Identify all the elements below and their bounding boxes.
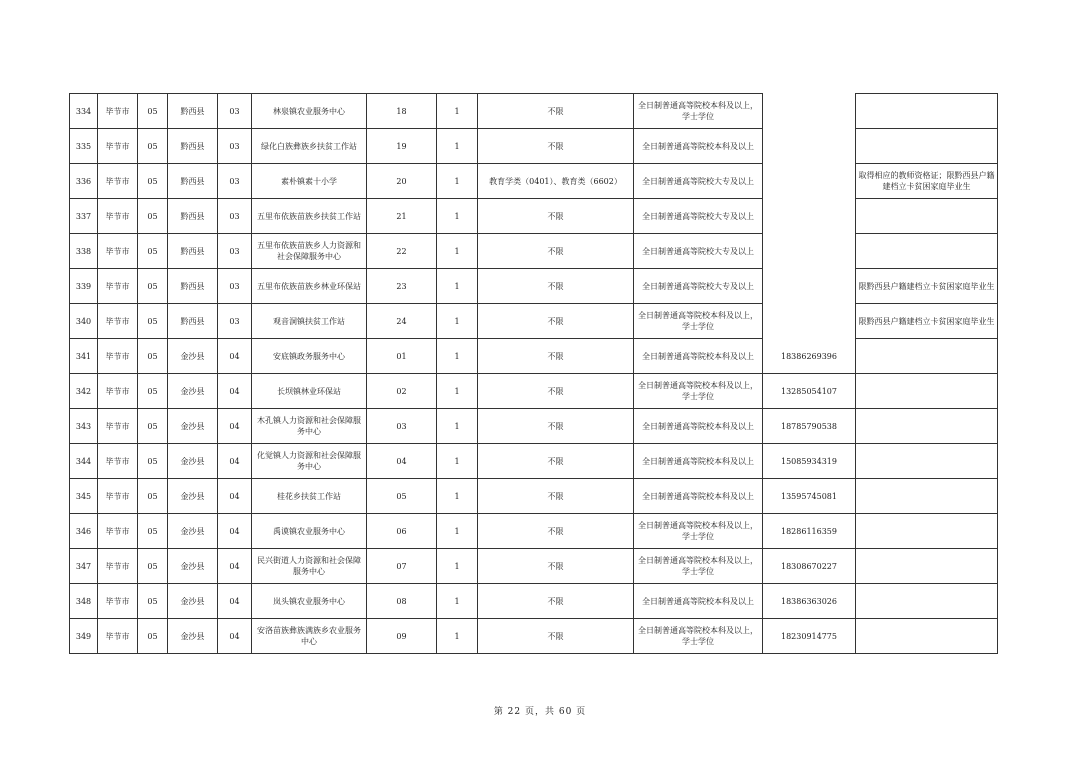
cell-no: 338 bbox=[70, 234, 98, 269]
cell-education: 全日制普通高等院校本科及以上 bbox=[634, 584, 763, 619]
cell-education: 全日制普通高等院校本科及以上，学士学位 bbox=[634, 514, 763, 549]
cell-county: 金沙县 bbox=[168, 549, 218, 584]
cell-city-code: 05 bbox=[138, 94, 168, 129]
cell-city-code: 05 bbox=[138, 269, 168, 304]
cell-city: 毕节市 bbox=[98, 94, 138, 129]
cell-count: 1 bbox=[437, 129, 478, 164]
table-row bbox=[70, 164, 998, 199]
cell-city-code: 05 bbox=[138, 444, 168, 479]
cell-county: 黔西县 bbox=[168, 94, 218, 129]
cell-county-code: 04 bbox=[218, 514, 252, 549]
cell-city: 毕节市 bbox=[98, 549, 138, 584]
cell-post-code: 23 bbox=[367, 269, 437, 304]
table-row bbox=[70, 409, 998, 444]
cell-remark bbox=[856, 409, 998, 444]
cell-city-code: 05 bbox=[138, 584, 168, 619]
cell-no: 348 bbox=[70, 584, 98, 619]
cell-remark bbox=[856, 549, 998, 584]
cell-no: 346 bbox=[70, 514, 98, 549]
cell-city-code: 05 bbox=[138, 514, 168, 549]
table-row bbox=[70, 479, 998, 514]
cell-phone: 13595745081 bbox=[763, 479, 856, 514]
cell-county-code: 03 bbox=[218, 129, 252, 164]
cell-remark bbox=[856, 234, 998, 269]
cell-education: 全日制普通高等院校大专及以上 bbox=[634, 269, 763, 304]
cell-education: 全日制普通高等院校本科及以上 bbox=[634, 409, 763, 444]
cell-education: 全日制普通高等院校本科及以上 bbox=[634, 479, 763, 514]
cell-education: 全日制普通高等院校本科及以上，学士学位 bbox=[634, 374, 763, 409]
cell-unit: 民兴街道人力资源和社会保障服务中心 bbox=[252, 549, 367, 584]
cell-county-code: 03 bbox=[218, 94, 252, 129]
cell-remark bbox=[856, 619, 998, 654]
cell-phone: 18308670227 bbox=[763, 549, 856, 584]
cell-post-code: 08 bbox=[367, 584, 437, 619]
table-row bbox=[70, 584, 998, 619]
cell-education: 全日制普通高等院校本科及以上，学士学位 bbox=[634, 549, 763, 584]
cell-county: 金沙县 bbox=[168, 374, 218, 409]
cell-major: 不限 bbox=[478, 584, 634, 619]
cell-major: 不限 bbox=[478, 409, 634, 444]
cell-post-code: 18 bbox=[367, 94, 437, 129]
cell-no: 345 bbox=[70, 479, 98, 514]
cell-city-code: 05 bbox=[138, 129, 168, 164]
cell-county-code: 03 bbox=[218, 304, 252, 339]
cell-no: 339 bbox=[70, 269, 98, 304]
cell-no: 334 bbox=[70, 94, 98, 129]
cell-county-code: 03 bbox=[218, 164, 252, 199]
cell-count: 1 bbox=[437, 584, 478, 619]
cell-post-code: 05 bbox=[367, 479, 437, 514]
cell-county: 黔西县 bbox=[168, 164, 218, 199]
cell-city: 毕节市 bbox=[98, 269, 138, 304]
table-row bbox=[70, 234, 998, 269]
table-row bbox=[70, 269, 998, 304]
cell-unit: 观音洞镇扶贫工作站 bbox=[252, 304, 367, 339]
cell-major: 不限 bbox=[478, 304, 634, 339]
cell-no: 349 bbox=[70, 619, 98, 654]
cell-unit: 素朴镇素十小学 bbox=[252, 164, 367, 199]
cell-unit: 木孔镇人力资源和社会保障服务中心 bbox=[252, 409, 367, 444]
cell-city: 毕节市 bbox=[98, 304, 138, 339]
cell-major: 不限 bbox=[478, 234, 634, 269]
cell-count: 1 bbox=[437, 269, 478, 304]
cell-phone: 15085934319 bbox=[763, 444, 856, 479]
cell-phone: 18785790538 bbox=[763, 409, 856, 444]
cell-city: 毕节市 bbox=[98, 339, 138, 374]
cell-unit: 五里布依族苗族乡林业环保站 bbox=[252, 269, 367, 304]
table-row bbox=[70, 199, 998, 234]
job-table bbox=[69, 93, 998, 654]
cell-city: 毕节市 bbox=[98, 584, 138, 619]
cell-phone bbox=[763, 234, 856, 269]
cell-phone bbox=[763, 164, 856, 199]
cell-phone: 18386269396 bbox=[763, 339, 856, 374]
cell-count: 1 bbox=[437, 374, 478, 409]
cell-post-code: 06 bbox=[367, 514, 437, 549]
cell-remark bbox=[856, 94, 998, 129]
cell-remark bbox=[856, 374, 998, 409]
cell-post-code: 21 bbox=[367, 199, 437, 234]
cell-unit: 安洛苗族彝族满族乡农业服务中心 bbox=[252, 619, 367, 654]
cell-remark bbox=[856, 584, 998, 619]
cell-city-code: 05 bbox=[138, 409, 168, 444]
cell-major: 不限 bbox=[478, 94, 634, 129]
cell-no: 344 bbox=[70, 444, 98, 479]
cell-county: 黔西县 bbox=[168, 199, 218, 234]
cell-city-code: 05 bbox=[138, 164, 168, 199]
cell-city: 毕节市 bbox=[98, 479, 138, 514]
cell-phone bbox=[763, 94, 856, 129]
cell-county: 金沙县 bbox=[168, 409, 218, 444]
cell-count: 1 bbox=[437, 199, 478, 234]
cell-education: 全日制普通高等院校本科及以上 bbox=[634, 444, 763, 479]
cell-education: 全日制普通高等院校本科及以上，学士学位 bbox=[634, 304, 763, 339]
cell-county: 金沙县 bbox=[168, 479, 218, 514]
cell-city: 毕节市 bbox=[98, 409, 138, 444]
cell-count: 1 bbox=[437, 304, 478, 339]
cell-county: 金沙县 bbox=[168, 619, 218, 654]
cell-city-code: 05 bbox=[138, 479, 168, 514]
cell-education: 全日制普通高等院校大专及以上 bbox=[634, 234, 763, 269]
cell-city: 毕节市 bbox=[98, 199, 138, 234]
cell-remark bbox=[856, 514, 998, 549]
cell-phone bbox=[763, 304, 856, 339]
cell-phone bbox=[763, 199, 856, 234]
cell-county-code: 04 bbox=[218, 339, 252, 374]
cell-remark: 限黔西县户籍建档立卡贫困家庭毕业生 bbox=[856, 269, 998, 304]
cell-city-code: 05 bbox=[138, 234, 168, 269]
cell-county-code: 04 bbox=[218, 444, 252, 479]
cell-major: 不限 bbox=[478, 444, 634, 479]
cell-major: 不限 bbox=[478, 199, 634, 234]
cell-major: 不限 bbox=[478, 374, 634, 409]
cell-major: 不限 bbox=[478, 129, 634, 164]
cell-unit: 禹谟镇农业服务中心 bbox=[252, 514, 367, 549]
cell-county: 金沙县 bbox=[168, 584, 218, 619]
table-row bbox=[70, 304, 998, 339]
cell-education: 全日制普通高等院校大专及以上 bbox=[634, 199, 763, 234]
cell-post-code: 07 bbox=[367, 549, 437, 584]
cell-city: 毕节市 bbox=[98, 234, 138, 269]
cell-no: 336 bbox=[70, 164, 98, 199]
cell-post-code: 19 bbox=[367, 129, 437, 164]
cell-unit: 绿化白族彝族乡扶贫工作站 bbox=[252, 129, 367, 164]
cell-no: 342 bbox=[70, 374, 98, 409]
cell-city-code: 05 bbox=[138, 549, 168, 584]
cell-unit: 五里布依族苗族乡人力资源和社会保障服务中心 bbox=[252, 234, 367, 269]
table-row bbox=[70, 339, 998, 374]
cell-unit: 化觉镇人力资源和社会保障服务中心 bbox=[252, 444, 367, 479]
cell-unit: 岚头镇农业服务中心 bbox=[252, 584, 367, 619]
table-row bbox=[70, 129, 998, 164]
cell-post-code: 22 bbox=[367, 234, 437, 269]
cell-education: 全日制普通高等院校本科及以上 bbox=[634, 339, 763, 374]
cell-education: 全日制普通高等院校本科及以上 bbox=[634, 129, 763, 164]
cell-city: 毕节市 bbox=[98, 444, 138, 479]
cell-post-code: 24 bbox=[367, 304, 437, 339]
cell-count: 1 bbox=[437, 444, 478, 479]
cell-county: 金沙县 bbox=[168, 514, 218, 549]
cell-remark bbox=[856, 339, 998, 374]
cell-count: 1 bbox=[437, 164, 478, 199]
table-row bbox=[70, 444, 998, 479]
cell-county-code: 04 bbox=[218, 584, 252, 619]
cell-post-code: 09 bbox=[367, 619, 437, 654]
cell-no: 343 bbox=[70, 409, 98, 444]
cell-city-code: 05 bbox=[138, 199, 168, 234]
cell-remark bbox=[856, 199, 998, 234]
cell-county-code: 04 bbox=[218, 374, 252, 409]
cell-city: 毕节市 bbox=[98, 514, 138, 549]
page-footer: 第 22 页，共 60 页 bbox=[493, 707, 587, 717]
cell-unit: 长坝镇林业环保站 bbox=[252, 374, 367, 409]
cell-remark bbox=[856, 444, 998, 479]
cell-city-code: 05 bbox=[138, 304, 168, 339]
cell-county-code: 04 bbox=[218, 479, 252, 514]
cell-unit: 桂花乡扶贫工作站 bbox=[252, 479, 367, 514]
cell-major: 不限 bbox=[478, 514, 634, 549]
table-row bbox=[70, 514, 998, 549]
cell-no: 335 bbox=[70, 129, 98, 164]
cell-phone: 18230914775 bbox=[763, 619, 856, 654]
cell-remark bbox=[856, 129, 998, 164]
cell-county: 黔西县 bbox=[168, 234, 218, 269]
cell-count: 1 bbox=[437, 409, 478, 444]
cell-major: 不限 bbox=[478, 619, 634, 654]
table-row bbox=[70, 619, 998, 654]
cell-major: 教育学类（0401）、教育类（6602） bbox=[478, 164, 634, 199]
cell-count: 1 bbox=[437, 339, 478, 374]
cell-city-code: 05 bbox=[138, 339, 168, 374]
cell-count: 1 bbox=[437, 514, 478, 549]
cell-count: 1 bbox=[437, 619, 478, 654]
cell-county-code: 04 bbox=[218, 549, 252, 584]
cell-city-code: 05 bbox=[138, 374, 168, 409]
cell-unit: 林泉镇农业服务中心 bbox=[252, 94, 367, 129]
cell-count: 1 bbox=[437, 549, 478, 584]
cell-major: 不限 bbox=[478, 339, 634, 374]
cell-county: 黔西县 bbox=[168, 304, 218, 339]
cell-no: 347 bbox=[70, 549, 98, 584]
cell-county: 金沙县 bbox=[168, 339, 218, 374]
cell-no: 340 bbox=[70, 304, 98, 339]
cell-phone: 13285054107 bbox=[763, 374, 856, 409]
cell-post-code: 04 bbox=[367, 444, 437, 479]
cell-city: 毕节市 bbox=[98, 619, 138, 654]
cell-post-code: 20 bbox=[367, 164, 437, 199]
cell-city: 毕节市 bbox=[98, 374, 138, 409]
cell-education: 全日制普通高等院校大专及以上 bbox=[634, 164, 763, 199]
cell-no: 337 bbox=[70, 199, 98, 234]
cell-county-code: 03 bbox=[218, 199, 252, 234]
cell-remark: 限黔西县户籍建档立卡贫困家庭毕业生 bbox=[856, 304, 998, 339]
cell-count: 1 bbox=[437, 479, 478, 514]
cell-city-code: 05 bbox=[138, 619, 168, 654]
cell-remark: 取得相应的教师资格证；限黔西县户籍建档立卡贫困家庭毕业生 bbox=[856, 164, 998, 199]
cell-county: 黔西县 bbox=[168, 269, 218, 304]
cell-post-code: 02 bbox=[367, 374, 437, 409]
cell-county-code: 03 bbox=[218, 234, 252, 269]
table-row bbox=[70, 94, 998, 129]
table-row bbox=[70, 549, 998, 584]
cell-phone: 18286116359 bbox=[763, 514, 856, 549]
cell-education: 全日制普通高等院校本科及以上，学士学位 bbox=[634, 94, 763, 129]
cell-unit: 五里布依族苗族乡扶贫工作站 bbox=[252, 199, 367, 234]
cell-city: 毕节市 bbox=[98, 164, 138, 199]
cell-county-code: 04 bbox=[218, 409, 252, 444]
table-row bbox=[70, 374, 998, 409]
table-body bbox=[70, 94, 998, 654]
cell-no: 341 bbox=[70, 339, 98, 374]
cell-county: 金沙县 bbox=[168, 444, 218, 479]
cell-count: 1 bbox=[437, 234, 478, 269]
cell-major: 不限 bbox=[478, 269, 634, 304]
cell-county: 黔西县 bbox=[168, 129, 218, 164]
cell-count: 1 bbox=[437, 94, 478, 129]
cell-city: 毕节市 bbox=[98, 129, 138, 164]
cell-unit: 安底镇政务服务中心 bbox=[252, 339, 367, 374]
cell-education: 全日制普通高等院校本科及以上，学士学位 bbox=[634, 619, 763, 654]
cell-phone: 18386363026 bbox=[763, 584, 856, 619]
cell-post-code: 03 bbox=[367, 409, 437, 444]
cell-major: 不限 bbox=[478, 549, 634, 584]
cell-phone bbox=[763, 269, 856, 304]
cell-county-code: 04 bbox=[218, 619, 252, 654]
cell-major: 不限 bbox=[478, 479, 634, 514]
cell-phone bbox=[763, 129, 856, 164]
cell-county-code: 03 bbox=[218, 269, 252, 304]
cell-remark bbox=[856, 479, 998, 514]
cell-post-code: 01 bbox=[367, 339, 437, 374]
